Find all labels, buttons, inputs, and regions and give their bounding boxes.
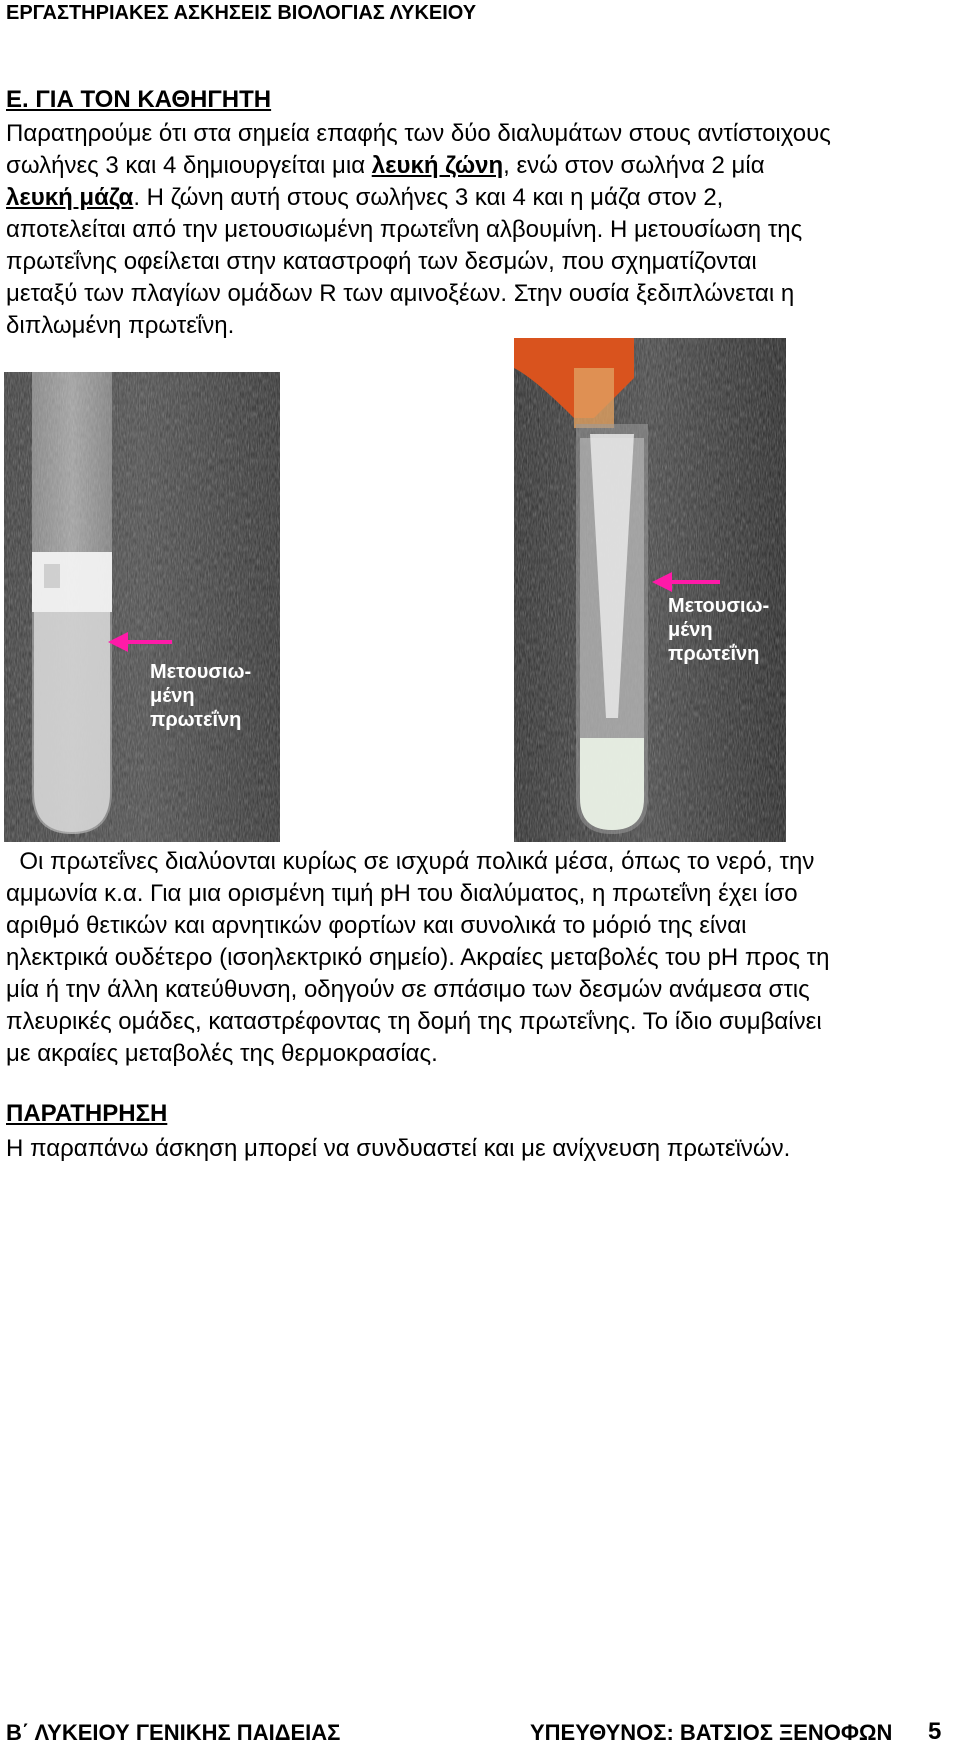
section-title: Ε. ΓΙΑ ΤΟΝ ΚΑΘΗΓΗΤΗ	[6, 86, 272, 113]
figure-label-line: μένη	[150, 685, 195, 707]
text-line: Παρατηρούμε ότι στα σημεία επαφής των δύο διαλυμάτων στους αντίστοιχους	[6, 120, 831, 147]
observation-title: ΠΑΡΑΤΗΡΗΣΗ	[6, 1100, 168, 1127]
document-header: ΕΡΓΑΣΤΗΡΙΑΚΕΣ ΑΣΚΗΣΕΙΣ ΒΙΟΛΟΓΙΑΣ ΛΥΚΕΙΟΥ	[6, 2, 477, 24]
emphasis-white-mass: λευκή μάζα	[6, 184, 134, 211]
text-line: αποτελείται από την μετουσιωμένη πρωτεΐνη αλβουμίνη. Η μετουσίωση της	[6, 216, 803, 243]
text-line: πλευρικές ομάδες, καταστρέφοντας τη δομή της πρωτεΐνης. Το ίδιο συμβαίνει	[6, 1008, 822, 1035]
figure-label-line: πρωτεΐνη	[668, 643, 760, 665]
text-line: ηλεκτρικά ουδέτερο (ισοηλεκτρικό σημείο). Ακραίες μεταβολές του pH προς τη	[6, 944, 830, 971]
footer-author: ΥΠΕΥΘΥΝΟΣ: ΒΑΤΣΙΟΣ ΞΕΝΟΦΩΝ	[530, 1720, 893, 1745]
text-span: , ενώ στον σωλήνα 2 μία	[503, 152, 765, 179]
text-line: διπλωμένη πρωτεΐνη.	[6, 312, 235, 339]
paragraph-observation	[6, 118, 956, 342]
text-line: μεταξύ των πλαγίων ομάδων R των αμινοξέων. Στην ουσία ξεδιπλώνεται η	[6, 280, 795, 307]
paragraph-protein-solubility	[6, 846, 956, 1070]
photo-test-tube-right	[514, 338, 786, 842]
text-line: με ακραίες μεταβολές της θερμοκρασίας.	[6, 1040, 438, 1067]
text-span: . Η ζώνη αυτή στους σωλήνες 3 και 4 και η μάζα στον 2,	[133, 184, 724, 211]
text-line: Οι πρωτεΐνες διαλύονται κυρίως σε ισχυρά πολικά μέσα, όπως το νερό, την	[6, 848, 815, 875]
text-span: σωλήνες 3 και 4 δημιουργείται μια	[6, 152, 372, 179]
emphasis-white-zone: λευκή ζώνη	[371, 152, 504, 179]
page-number: 5	[928, 1718, 942, 1745]
footer-course: Β΄ ΛΥΚΕΙΟΥ ΓΕΝΙΚΗΣ ΠΑΙΔΕΙΑΣ	[6, 1720, 341, 1745]
photo-test-tube-left	[4, 372, 280, 842]
observation-text: Η παραπάνω άσκηση μπορεί να συνδυαστεί και με ανίχνευση πρωτεϊνών.	[6, 1135, 791, 1162]
figure-label-line: Μετουσιω-	[150, 661, 252, 683]
text-line: αριθμό θετικών και αρνητικών φορτίων και συνολικά το μόριό της είναι	[6, 912, 747, 939]
text-line: μία ή την άλλη κατεύθυνση, οδηγούν σε σπάσιμο των δεσμών ανάμεσα στις	[6, 976, 810, 1003]
text-line: αμμωνία κ.α. Για μια ορισμένη τιμή pH του διαλύματος, η πρωτεΐνη έχει ίσο	[6, 880, 798, 907]
text-line	[6, 150, 956, 182]
figure-label-line: Μετουσιω-	[668, 595, 770, 617]
figure-label-line: πρωτεΐνη	[150, 709, 242, 731]
text-line: πρωτεΐνης οφείλεται στην καταστροφή των δεσμών, που σχηματίζονται	[6, 248, 757, 275]
figure-label-line: μένη	[668, 619, 713, 641]
text-line	[6, 182, 956, 214]
